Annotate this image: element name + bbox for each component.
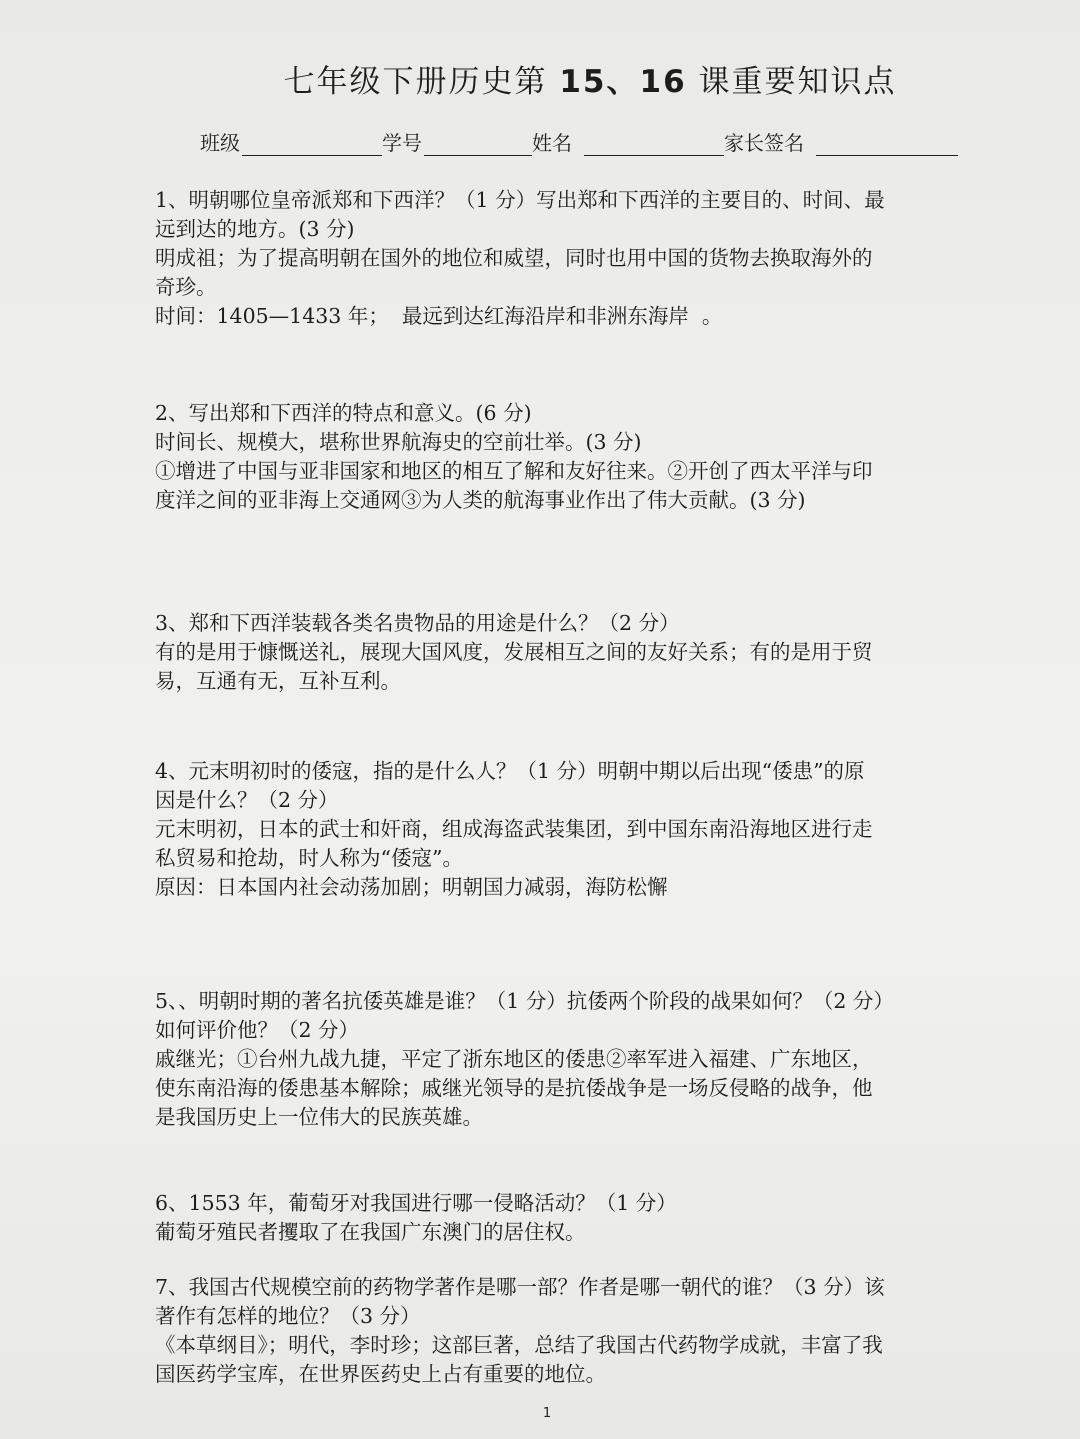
class-blank <box>242 133 382 156</box>
answer-line: 私贸易和抢劫，时人称为“倭寇”。 <box>155 846 463 870</box>
question-line: 2、写出郑和下西洋的特点和意义。(6 分) <box>155 401 532 425</box>
question-line: 著作有怎样的地位？（3 分） <box>155 1304 421 1328</box>
answer-line: 是我国历史上一位伟大的民族英雄。 <box>155 1105 483 1129</box>
title-lessons: 15、16 <box>559 64 687 100</box>
question-line: 5、、明朝时期的著名抗倭英雄是谁？（1 分）抗倭两个阶段的战果如何？（2 分） <box>155 989 894 1013</box>
answer-line: 奇珍。 <box>155 275 217 299</box>
question-2 <box>155 399 970 515</box>
question-3 <box>155 609 970 696</box>
answer-line: 易，互通有无，互补互利。 <box>155 669 401 693</box>
answer-line: 使东南沿海的倭患基本解除；戚继光领导的是抗倭战争是一场反侵略的战争，他 <box>155 1076 873 1100</box>
title-suffix: 课重要知识点 <box>686 64 897 100</box>
question-line: 4、元末明初时的倭寇，指的是什么人？（1 分）明朝中期以后出现“倭患”的原 <box>155 759 865 783</box>
student-no-blank <box>424 133 532 156</box>
student-info-row <box>200 127 958 156</box>
parent-sign-label: 家长签名 <box>724 131 804 155</box>
question-line: 1、明朝哪位皇帝派郑和下西洋？（1 分）写出郑和下西洋的主要目的、时间、最 <box>155 188 885 212</box>
question-4 <box>155 757 970 902</box>
answer-line: ①增进了中国与亚非国家和地区的相互了解和友好往来。②开创了西太平洋与印 <box>155 459 873 483</box>
answer-line: 明成祖；为了提高明朝在国外的地位和威望，同时也用中国的货物去换取海外的 <box>155 246 873 270</box>
answer-line: 时间：1405—1433 年； 最远到达红海沿岸和非洲东海岸 。 <box>155 304 723 328</box>
answer-line: 元末明初，日本的武士和奸商，组成海盗武装集团，到中国东南沿海地区进行走 <box>155 817 873 841</box>
page-number: 1 <box>542 1406 552 1421</box>
question-6 <box>155 1189 970 1247</box>
answer-line: 时间长、规模大，堪称世界航海史的空前壮举。(3 分) <box>155 430 642 454</box>
page-title <box>0 56 1080 101</box>
name-blank <box>584 133 724 156</box>
question-line: 7、我国古代规模空前的药物学著作是哪一部？作者是哪一朝代的谁？（3 分）该 <box>155 1275 885 1299</box>
title-prefix: 七年级下册历史第 <box>283 64 560 100</box>
question-5 <box>155 987 970 1132</box>
class-label: 班级 <box>200 131 240 155</box>
parent-sign-blank <box>816 133 958 156</box>
student-no-label: 学号 <box>382 131 422 155</box>
answer-line: 原因：日本国内社会动荡加剧；明朝国力减弱，海防松懈 <box>155 875 668 899</box>
question-7 <box>155 1273 970 1389</box>
question-line: 6、1553 年，葡萄牙对我国进行哪一侵略活动？（1 分） <box>155 1191 677 1215</box>
question-line: 3、郑和下西洋装载各类名贵物品的用途是什么？（2 分） <box>155 611 680 635</box>
answer-line: 《本草纲目》；明代，李时珍；这部巨著，总结了我国古代药物学成就，丰富了我 <box>155 1333 883 1357</box>
question-line: 远到达的地方。(3 分) <box>155 217 355 241</box>
answer-line: 国医药学宝库，在世界医药史上占有重要的地位。 <box>155 1362 606 1386</box>
answer-line: 有的是用于慷慨送礼，展现大国风度，发展相互之间的友好关系；有的是用于贸 <box>155 640 873 664</box>
question-line: 因是什么？（2 分） <box>155 788 339 812</box>
question-line: 如何评价他？（2 分） <box>155 1018 360 1042</box>
question-1 <box>155 186 970 331</box>
answer-line: 度洋之间的亚非海上交通网③为人类的航海事业作出了伟大贡献。(3 分) <box>155 488 806 512</box>
name-label: 姓名 <box>532 131 572 155</box>
answer-line: 葡萄牙殖民者攫取了在我国广东澳门的居住权。 <box>155 1220 586 1244</box>
answer-line: 戚继光；①台州九战九捷，平定了浙东地区的倭患②率军进入福建、广东地区， <box>155 1047 873 1071</box>
